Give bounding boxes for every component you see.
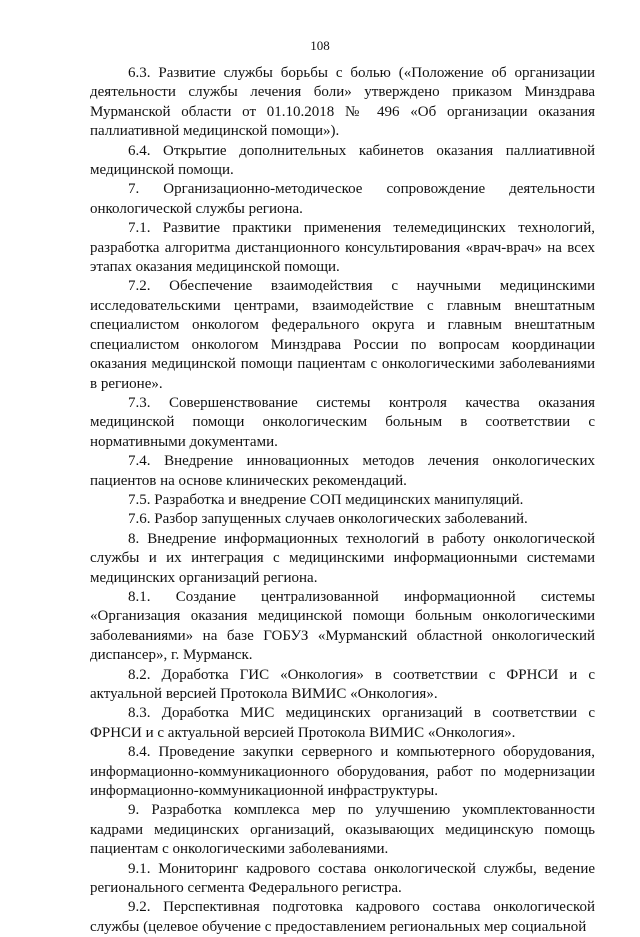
paragraph-7-6: 7.6. Разбор запущенных случаев онкологических заболеваний. [128,511,528,528]
paragraph-8: 8. Внедрение информационных технологий в работу онкологической службы и их интеграция с медицинскими информационными системами медицинских организаций региона. [90,530,595,586]
paragraph-8-2: 8.2. Доработка ГИС «Онкология» в соответствии с ФРНСИ и с актуальной версией Протокола ВИМИС «Онкология». [90,666,595,702]
page-number: 108 [310,38,330,53]
paragraph-7-3: 7.3. Совершенствование системы контроля качества оказания медицинской помощи онкологическим больным в соответствии с нормативными документами. [90,394,595,450]
paragraph-8-3: 8.3. Доработка МИС медицинских организаций в соответствии с ФРНСИ и с актуальной версией Протокола ВИМИС «Онкология». [90,705,595,741]
paragraph-7: 7. Организационно-методическое сопровождение деятельности онкологической службы региона. [90,181,595,217]
paragraph-8-1: 8.1. Создание централизованной информационной системы «Организация оказания медицинской помощи больным онкологическими заболеваниями» на базе ГОБУЗ «Мурманский областной онкологический диспансер», г. Мурманск. [90,588,595,664]
paragraph-6-3: 6.3. Развитие службы борьбы с болью («Положение об организации деятельности службы лечения боли» утверждено приказом Минздрава Мурманской области от 01.10.2018 № 496 «Об организации оказания паллиативной медицинской помощи»). [90,65,595,140]
paragraph-9: 9. Разработка комплекса мер по улучшению укомплектованности кадрами медицинских организаций, оказывающих медицинскую помощь пациентам с онкологическими заболеваниями. [90,802,595,858]
paragraph-9-1: 9.1. Мониторинг кадрового состава онкологической службы, ведение регионального сегмента Федерального регистра. [90,860,595,897]
paragraph-7-4: 7.4. Внедрение инновационных методов лечения онкологических пациентов на основе клинических рекомендаций. [90,453,595,489]
document-body [90,64,595,937]
paragraph-7-5: 7.5. Разработка и внедрение СОП медицинских манипуляций. [128,491,524,508]
paragraph-7-2: 7.2. Обеспечение взаимодействия с научными медицинскими исследовательскими центрами, взаимодействие с главным внештатным специалистом онкологом федерального округа и главным внештатным специалистом онкологом Минздрава России по вопросам координации оказания медицинской помощи пациентам с онкологическими заболеваниями в регионе». [90,278,595,392]
paragraph-7-1: 7.1. Развитие практики применения телемедицинских технологий, разработка алгоритма дистанционного консультирования «врач-врач» на всех этапах оказания медицинской помощи. [90,220,595,276]
paragraph-6-4: 6.4. Открытие дополнительных кабинетов оказания паллиативной медицинской помощи. [90,142,595,179]
paragraph-8-4: 8.4. Проведение закупки серверного и компьютерного оборудования, информационно-коммуникационного оборудования, работ по модернизации информационно-коммуникационной инфраструктуры. [90,744,595,800]
paragraph-9-2: 9.2. Перспективная подготовка кадрового состава онкологической службы (целевое обучение с предоставлением региональных мер социальной [90,899,595,935]
